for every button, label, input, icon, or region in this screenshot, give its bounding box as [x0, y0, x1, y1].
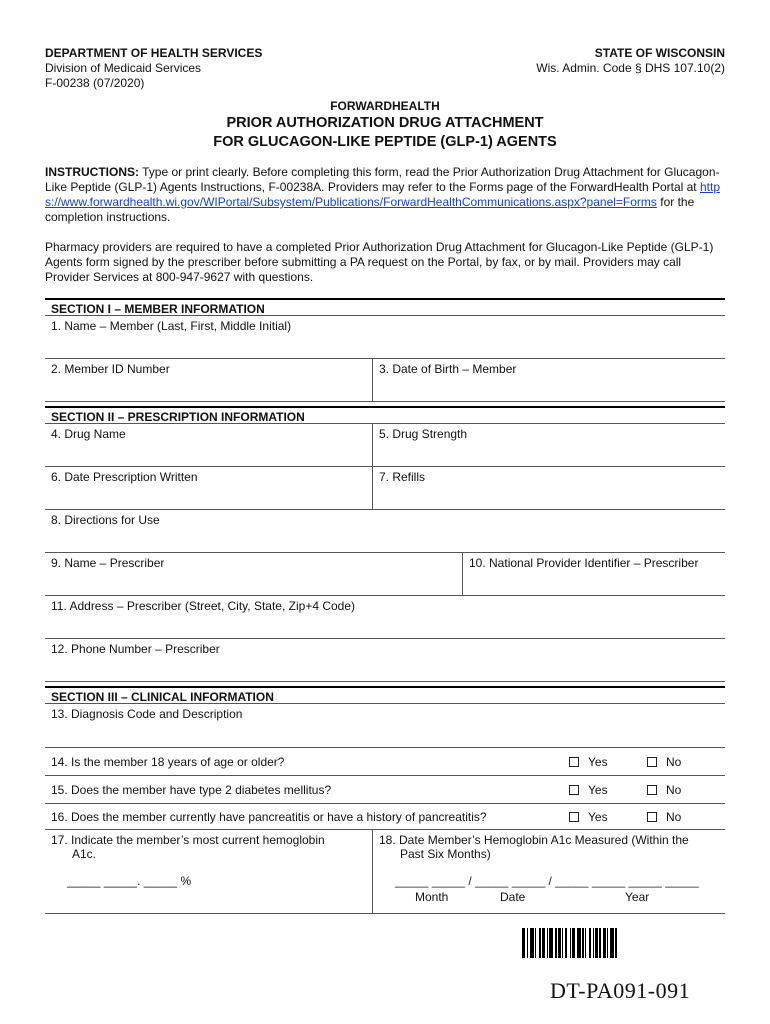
a1c-label-line1: 17. Indicate the member’s most current hemoglobin: [51, 833, 325, 847]
prescriber-npi-label: 10. National Provider Identifier – Prescriber: [469, 556, 699, 570]
question-16-text: 16. Does the member currently have pancreatitis or have a history of pancreatitis?: [51, 809, 487, 824]
member-id-label: 2. Member ID Number: [51, 362, 170, 376]
drug-strength-field[interactable]: [373, 424, 725, 466]
refills-label: 7. Refills: [379, 470, 426, 484]
year-caption: Year: [625, 890, 650, 904]
no-label: No: [666, 782, 682, 797]
question-15-text: 15. Does the member have type 2 diabetes mellitus?: [51, 782, 332, 797]
checkbox-icon[interactable]: [647, 785, 657, 795]
admin-code: Wis. Admin. Code § DHS 107.10(2): [536, 61, 725, 75]
pharmacy-paragraph: Pharmacy providers are required to have a completed Prior Authorization Drug Attachment for Glucagon-Like Peptide (GLP-1) Agents form signed by the prescriber before submitting a PA request on the Portal, by fax, or by mail. Providers may call Provider Services at 800-947-9627 with questions.: [45, 240, 714, 284]
department-name: DEPARTMENT OF HEALTH SERVICES: [45, 46, 263, 60]
form-title-line2: FOR GLUCAGON-LIKE PEPTIDE (GLP-1) AGENTS: [213, 134, 557, 150]
drug-strength-label: 5. Drug Strength: [379, 427, 468, 441]
refills-field[interactable]: [373, 467, 725, 509]
question-16-yes[interactable]: [569, 810, 647, 824]
checkbox-icon[interactable]: [647, 812, 657, 822]
diagnosis-field[interactable]: [45, 704, 725, 748]
form-title-line1: PRIOR AUTHORIZATION DRUG ATTACHMENT: [226, 115, 544, 131]
member-id-field[interactable]: [45, 359, 373, 401]
prescriber-name-label: 9. Name – Prescriber: [51, 556, 165, 570]
instructions-text: Type or print clearly. Before completing this form, read the Prior Authorization Drug Attachment for Glucagon-Like Peptide (GLP-1) Agents Instructions, F-00238A. Providers may refer to the Forms page of the ForwardHealth Portal at: [45, 165, 720, 194]
member-dob-field[interactable]: [373, 359, 725, 401]
member-name-field[interactable]: [45, 316, 725, 359]
a1c-date-label-line1: 18. Date Member’s Hemoglobin A1c Measured (Within the: [379, 833, 689, 847]
prescriber-phone-field[interactable]: [45, 639, 725, 682]
a1c-blank: _____ _____. _____ %: [67, 874, 192, 888]
checkbox-icon[interactable]: [569, 757, 579, 767]
checkbox-icon[interactable]: [569, 812, 579, 822]
section-3-header: SECTION III – CLINICAL INFORMATION: [45, 686, 725, 704]
prescriber-npi-field[interactable]: [463, 553, 725, 595]
header-right: [536, 46, 725, 76]
yes-label: Yes: [588, 809, 608, 824]
directions-field[interactable]: [45, 510, 725, 553]
prescriber-address-field[interactable]: [45, 596, 725, 639]
question-16: [45, 804, 725, 830]
prescriber-address-label: 11. Address – Prescriber (Street, City, State, Zip+4 Code): [51, 599, 356, 613]
member-name-label: 1. Name – Member (Last, First, Middle Initial): [51, 319, 292, 333]
question-15: [45, 776, 725, 804]
yes-label: Yes: [588, 782, 608, 797]
prescriber-phone-label: 12. Phone Number – Prescriber: [51, 642, 220, 656]
yes-label: Yes: [588, 754, 608, 769]
question-15-no[interactable]: [647, 783, 725, 797]
a1c-date-field[interactable]: [373, 830, 725, 913]
a1c-label-line2: A1c.: [72, 847, 97, 861]
date-written-label: 6. Date Prescription Written: [51, 470, 198, 484]
member-dob-label: 3. Date of Birth – Member: [379, 362, 517, 376]
checkbox-icon[interactable]: [569, 785, 579, 795]
instructions-text-end: for the completion instructions.: [45, 195, 695, 224]
instructions-label: INSTRUCTIONS:: [45, 165, 139, 179]
drug-name-label: 4. Drug Name: [51, 427, 126, 441]
question-15-yes[interactable]: [569, 783, 647, 797]
date-caption: Date: [500, 890, 526, 904]
a1c-date-label-line2: Past Six Months): [400, 847, 491, 861]
state-name: STATE OF WISCONSIN: [594, 46, 725, 60]
document-code: DT-PA091-091: [550, 978, 691, 1003]
section-2-header: SECTION II – PRESCRIPTION INFORMATION: [45, 406, 725, 424]
org-title: FORWARDHEALTH: [330, 99, 440, 113]
date-written-field[interactable]: [45, 467, 373, 509]
drug-name-field[interactable]: [45, 424, 373, 466]
instructions-paragraph: [45, 165, 725, 225]
prescriber-name-field[interactable]: [45, 553, 463, 595]
question-14-text: 14. Is the member 18 years of age or older?: [51, 754, 285, 769]
barcode-gap: [617, 928, 618, 958]
a1c-field[interactable]: [45, 830, 373, 913]
division-name: Division of Medicaid Services: [45, 61, 202, 75]
a1c-date-blank: _____ _____ / _____ _____ / _____ _____ _____ _____: [395, 874, 699, 888]
section-1-header: SECTION I – MEMBER INFORMATION: [45, 298, 725, 316]
forms-page-link[interactable]: https://www.forwardhealth.wi.gov/WIPortal/Subsystem/Publications/ForwardHealthCommunications.aspx?panel=Forms: [45, 180, 720, 209]
question-14-yes[interactable]: [569, 755, 647, 769]
question-16-no[interactable]: [647, 810, 725, 824]
question-14: [45, 748, 725, 776]
directions-label: 8. Directions for Use: [51, 513, 160, 527]
barcode: [522, 928, 712, 958]
month-caption: Month: [415, 890, 449, 904]
no-label: No: [666, 754, 682, 769]
diagnosis-label: 13. Diagnosis Code and Description: [51, 707, 243, 721]
no-label: No: [666, 809, 682, 824]
form-number: F-00238 (07/2020): [45, 76, 145, 90]
header-left: [45, 46, 262, 91]
question-14-no[interactable]: [647, 755, 725, 769]
pa-form: [45, 298, 725, 914]
checkbox-icon[interactable]: [647, 757, 657, 767]
